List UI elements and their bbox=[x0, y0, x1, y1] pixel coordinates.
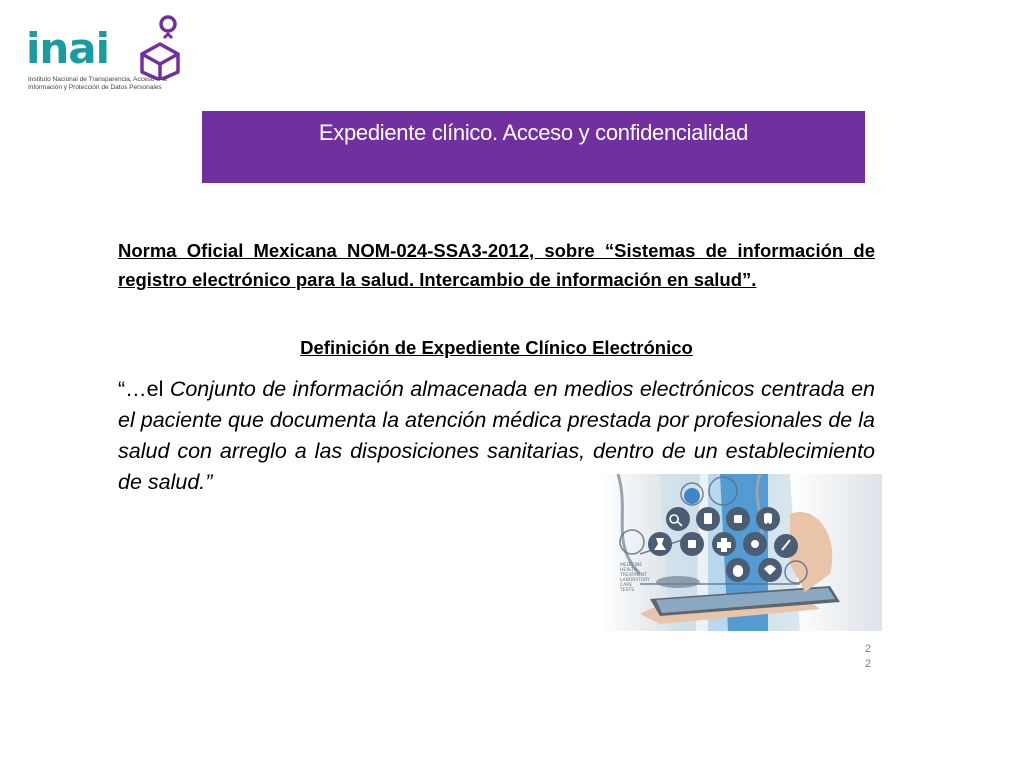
definition-heading: Definición de Expediente Clínico Electrónico bbox=[300, 337, 693, 358]
slide-title: Expediente clínico. Acceso y confidencialidad bbox=[318, 120, 749, 145]
screen-text-2: TREATMENT bbox=[620, 573, 648, 578]
logo-caption-line-1: Instituto Nacional de Transparencia, Acceso a la bbox=[28, 76, 167, 83]
logo-caption-line-2: Información y Protección de Datos Personales bbox=[28, 84, 162, 91]
logo-wordmark bbox=[26, 24, 109, 74]
logo-caption bbox=[28, 76, 178, 92]
inai-logo bbox=[26, 14, 166, 96]
page-number-digit-1: 2 bbox=[864, 643, 872, 655]
title-bar bbox=[202, 111, 865, 183]
page-number bbox=[862, 642, 874, 672]
screen-text-0: MEDICINE bbox=[620, 563, 643, 568]
screen-text-3: LABORATORY bbox=[620, 578, 650, 583]
screen-text-5: TESTS bbox=[620, 588, 635, 593]
quote-body: Conjunto de información almacenada en medios electrónicos centrada en el paciente que documenta la atención médica prestada por profesionales de la salud con arreglo a las disposiciones sanitarias, dentro de un establecimiento de salud.” bbox=[118, 377, 875, 494]
screen-text-4: CARE bbox=[620, 583, 633, 588]
medical-icons-illustration bbox=[600, 474, 882, 631]
logo-wordmark-text: inai bbox=[26, 24, 110, 73]
screen-text-1: HEALTH bbox=[620, 568, 638, 573]
norma-reference: Norma Oficial Mexicana NOM-024-SSA3-2012, sobre “Sistemas de información de registro electrónico para la salud. Intercambio de información en salud”. bbox=[118, 240, 875, 290]
page-number-digit-2: 2 bbox=[864, 658, 872, 670]
doctor-tablet-photo bbox=[600, 474, 882, 631]
inai-book-person-icon bbox=[118, 14, 184, 80]
quote-open: “…el bbox=[118, 377, 170, 401]
